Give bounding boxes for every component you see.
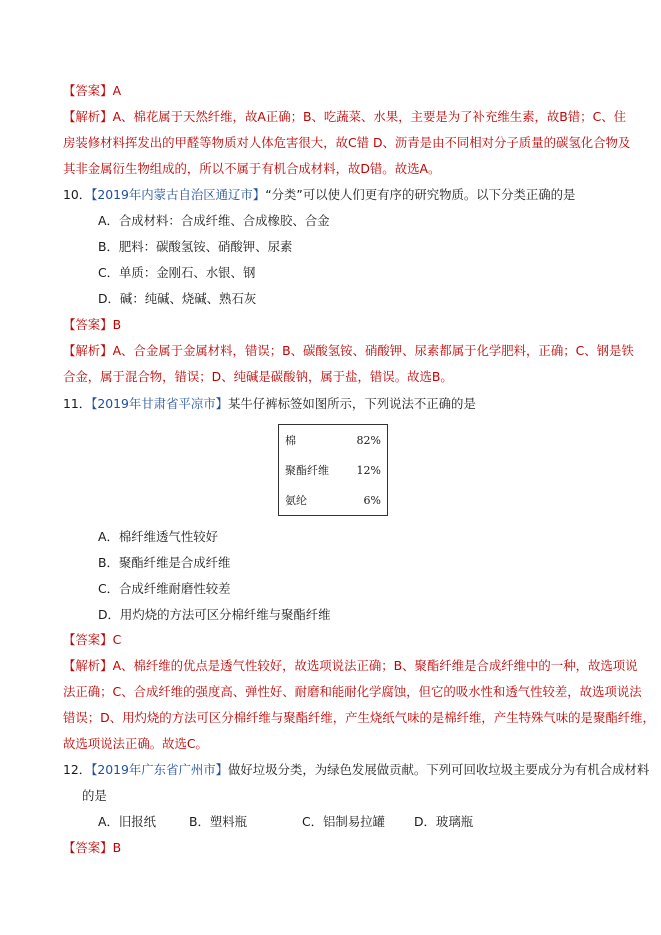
answer-value: A (112, 83, 122, 98)
answer-value: B (112, 840, 122, 855)
fiber-percent: 6% (363, 493, 381, 507)
explanation-line-2: 房装修材料挥发出的甲醛等物质对人体危害很大，故C错 D、沥青是由不同相对分子质量的碳氢化合物及 (63, 135, 631, 150)
option-b: B．塑料瓶 (189, 814, 248, 829)
answer-tag: 【答案】 (63, 83, 113, 98)
question-source: 【2019年内蒙古自治区通辽市】 (91, 187, 266, 202)
answer-line (63, 631, 121, 649)
explanation-line-1: 【解析】A、棉纤维的优点是透气性较好，故选项说法正确；B、聚酯纤维是合成纤维中的一种，故选项说 (63, 658, 638, 673)
option-b: B．聚酯纤维是合成纤维 (98, 555, 231, 570)
option-b: B．肥料：碳酸氢铵、硝酸钾、尿素 (98, 239, 293, 254)
explanation-line-2: 合金，属于混合物，错误；D、纯碱是碳酸钠，属于盐，错误。故选B。 (63, 369, 453, 384)
fiber-percent: 12% (356, 463, 381, 477)
explanation-line-3: 错误；D、用灼烧的方法可区分棉纤维与聚酯纤维，产生烧纸气味的是棉纤维，产生特殊气味的是聚酯纤维， (63, 710, 655, 725)
option-c: C．铝制易拉罐 (302, 814, 385, 829)
explanation-line-1: 【解析】A、合金属于金属材料，错误；B、碳酸氢铵、硝酸钾、尿素都属于化学肥料，正确；C、钢是铁 (63, 343, 634, 358)
explanation-tag: 【解析】 (63, 343, 113, 358)
option-d: D．碱：纯碱、烧碱、熟石灰 (98, 291, 257, 306)
option-a: A．合成材料：合成纤维、合成橡胶、合金 (98, 213, 330, 228)
question-text: 做好垃圾分类，为绿色发展做贡献。下列可回收垃圾主要成分为有机合成材料 (228, 762, 650, 777)
explanation-line-3: 其非金属衍生物组成的，所以不属于有机合成材料，故D错。故选A。 (63, 161, 441, 176)
question-source: 【2019年广东省广州市】 (91, 762, 229, 777)
answer-line (63, 316, 121, 334)
fiber-percent: 82% (356, 433, 381, 447)
label-row (279, 485, 388, 516)
answer-line (63, 82, 121, 100)
answer-value: C (112, 632, 122, 647)
question-source: 【2019年甘肃省平凉市】 (91, 396, 229, 411)
explanation-tag: 【解析】 (63, 109, 113, 124)
explanation-line-2: 法正确；C、合成纤维的强度高、弹性好、耐磨和能耐化学腐蚀，但它的吸水性和透气性较差，故选项说法 (63, 684, 642, 699)
option-c: C．单质：金刚石、水银、钢 (98, 265, 256, 280)
option-d: D．用灼烧的方法可区分棉纤维与聚酯纤维 (98, 607, 331, 622)
label-row (279, 425, 388, 456)
explanation-tag: 【解析】 (63, 658, 113, 673)
option-d: D．玻璃瓶 (414, 814, 474, 829)
explanation-line-4: 故选项说法正确。故选C。 (63, 736, 208, 751)
option-a: A．旧报纸 (98, 814, 157, 829)
question-number: 11． (63, 396, 92, 411)
answer-tag: 【答案】 (63, 317, 113, 332)
option-a: A．棉纤维透气性较好 (98, 529, 218, 544)
option-c: C．合成纤维耐磨性较差 (98, 581, 231, 596)
question-number: 10． (63, 187, 92, 202)
fiber-name: 氨纶 (285, 494, 307, 507)
question-number: 12． (63, 762, 92, 777)
question-12-stem-cont: 的是 (82, 788, 107, 803)
label-row (279, 455, 388, 485)
answer-tag: 【答案】 (63, 840, 113, 855)
answer-tag: 【答案】 (63, 632, 113, 647)
question-10-stem (63, 186, 575, 204)
question-text: 某牛仔裤标签如图所示，下列说法不正确的是 (228, 396, 476, 411)
fiber-name: 聚酯纤维 (285, 464, 329, 477)
answer-line (63, 839, 121, 857)
fiber-name: 棉 (285, 434, 296, 447)
answer-value: B (112, 317, 122, 332)
explanation-line-1: 【解析】A、棉花属于天然纤维，故A正确；B、吃蔬菜、水果，主要是为了补充维生素，故B错；C、住 (63, 109, 627, 124)
question-text: “分类”可以使人们更有序的研究物质。以下分类正确的是 (265, 187, 576, 202)
question-12-stem (63, 761, 649, 779)
garment-label (278, 424, 388, 516)
question-11-stem (63, 395, 476, 413)
